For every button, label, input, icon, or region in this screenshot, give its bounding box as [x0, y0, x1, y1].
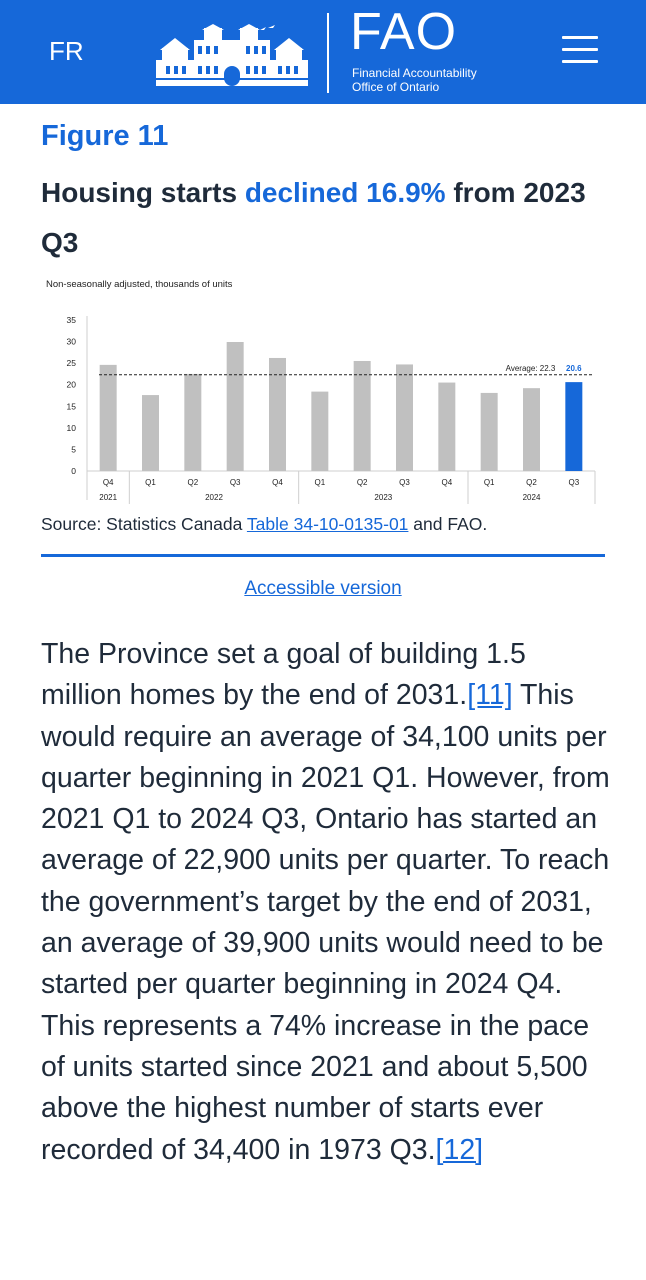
- highlight-bar: [565, 382, 582, 471]
- legislature-building-icon: [156, 24, 308, 86]
- accessible-version-container: [0, 578, 646, 600]
- hamburger-menu-icon[interactable]: [562, 34, 600, 66]
- data-bar: [311, 392, 328, 471]
- data-bar: [184, 374, 201, 471]
- body-text-2: This would require an average of 34,100 units per quarter beginning in 2021 Q1. However, from 2021 Q1 to 2024 Q3, Ontario has started an average of 22,900 units per quarter. To reach the government’s target by the end of 2031, an average of 39,900 units would need to be started per quarter beginning in 2024 Q4. This represents a 74% increase in the pace of units started since 2021 and about 5,500 above the highest number of starts ever recorded of 34,400 in 1973 Q3.: [41, 679, 610, 1166]
- highlight-value-label: 20.6: [566, 364, 582, 374]
- language-toggle-link[interactable]: FR: [49, 36, 84, 66]
- y-tick-label: 0: [71, 466, 76, 476]
- y-tick-label: 5: [71, 444, 76, 455]
- x-tick-label: Q2: [526, 478, 537, 487]
- x-tick-label: Q1: [483, 478, 495, 487]
- source-prefix: Source: Statistics Canada: [41, 514, 247, 534]
- x-tick-label: Q3: [399, 478, 410, 487]
- fao-subtitle-line2: Office of Ontario: [352, 80, 440, 94]
- body-paragraph: [41, 634, 613, 1171]
- figure-title-highlight: declined 16.9%: [244, 177, 446, 208]
- data-bar: [227, 342, 244, 471]
- y-tick-label: 30: [66, 336, 76, 347]
- year-group-label: 2023: [374, 493, 393, 502]
- housing-starts-chart: [41, 272, 606, 512]
- figure-title: [41, 168, 611, 268]
- footnote-link-11[interactable]: [11]: [467, 679, 513, 712]
- y-tick-label: 25: [66, 358, 76, 369]
- site-header: [0, 0, 646, 104]
- x-tick-label: Q2: [356, 478, 368, 487]
- fao-logo[interactable]: FAO: [350, 3, 458, 61]
- year-group-label: 2022: [205, 493, 223, 502]
- footnote-link-12[interactable]: [12]: [435, 1133, 484, 1166]
- y-tick-label: 15: [66, 401, 76, 412]
- average-label: Average: 22.3: [505, 363, 556, 373]
- x-tick-label: Q1: [314, 478, 326, 487]
- x-tick-label: Q4: [441, 478, 453, 487]
- y-tick-label: 10: [66, 422, 76, 433]
- figure-label: Figure 11: [41, 120, 169, 152]
- y-tick-label: 35: [66, 315, 76, 325]
- x-tick-label: Q4: [272, 478, 283, 487]
- figure-title-part2: from 2023 Q3: [41, 177, 586, 258]
- y-tick-label: 20: [66, 379, 76, 390]
- data-bar: [438, 383, 455, 471]
- figure-title-part1: Housing starts: [41, 177, 245, 208]
- chart-subtitle: Non-seasonally adjusted, thousands of units: [46, 279, 233, 290]
- year-group-label: 2024: [522, 493, 541, 502]
- fao-logo-subtitle: [352, 66, 477, 94]
- source-suffix: and FAO.: [408, 514, 488, 534]
- accessible-version-link[interactable]: Accessible version: [244, 578, 402, 599]
- x-tick-label: Q2: [187, 478, 199, 487]
- header-divider: [327, 13, 329, 93]
- year-group-label: 2021: [99, 493, 118, 502]
- data-bar: [523, 388, 540, 471]
- x-tick-label: Q3: [568, 478, 580, 487]
- data-bar: [100, 365, 117, 471]
- data-bar: [481, 393, 498, 471]
- figure-divider: [41, 554, 605, 557]
- chart-svg: [41, 272, 606, 512]
- x-tick-label: Q1: [145, 478, 156, 487]
- data-bar: [354, 361, 371, 471]
- body-text-1: The Province set a goal of building 1.5 million homes by the end of 2031.: [41, 638, 526, 712]
- x-tick-label: Q3: [229, 478, 241, 487]
- data-bar: [142, 395, 159, 471]
- fao-subtitle-line1: Financial Accountability: [352, 66, 477, 80]
- x-tick-label: Q4: [102, 478, 114, 487]
- source-table-link[interactable]: Table 34-10-0135-01: [246, 514, 409, 534]
- source-note: [41, 514, 487, 535]
- data-bar: [396, 364, 413, 471]
